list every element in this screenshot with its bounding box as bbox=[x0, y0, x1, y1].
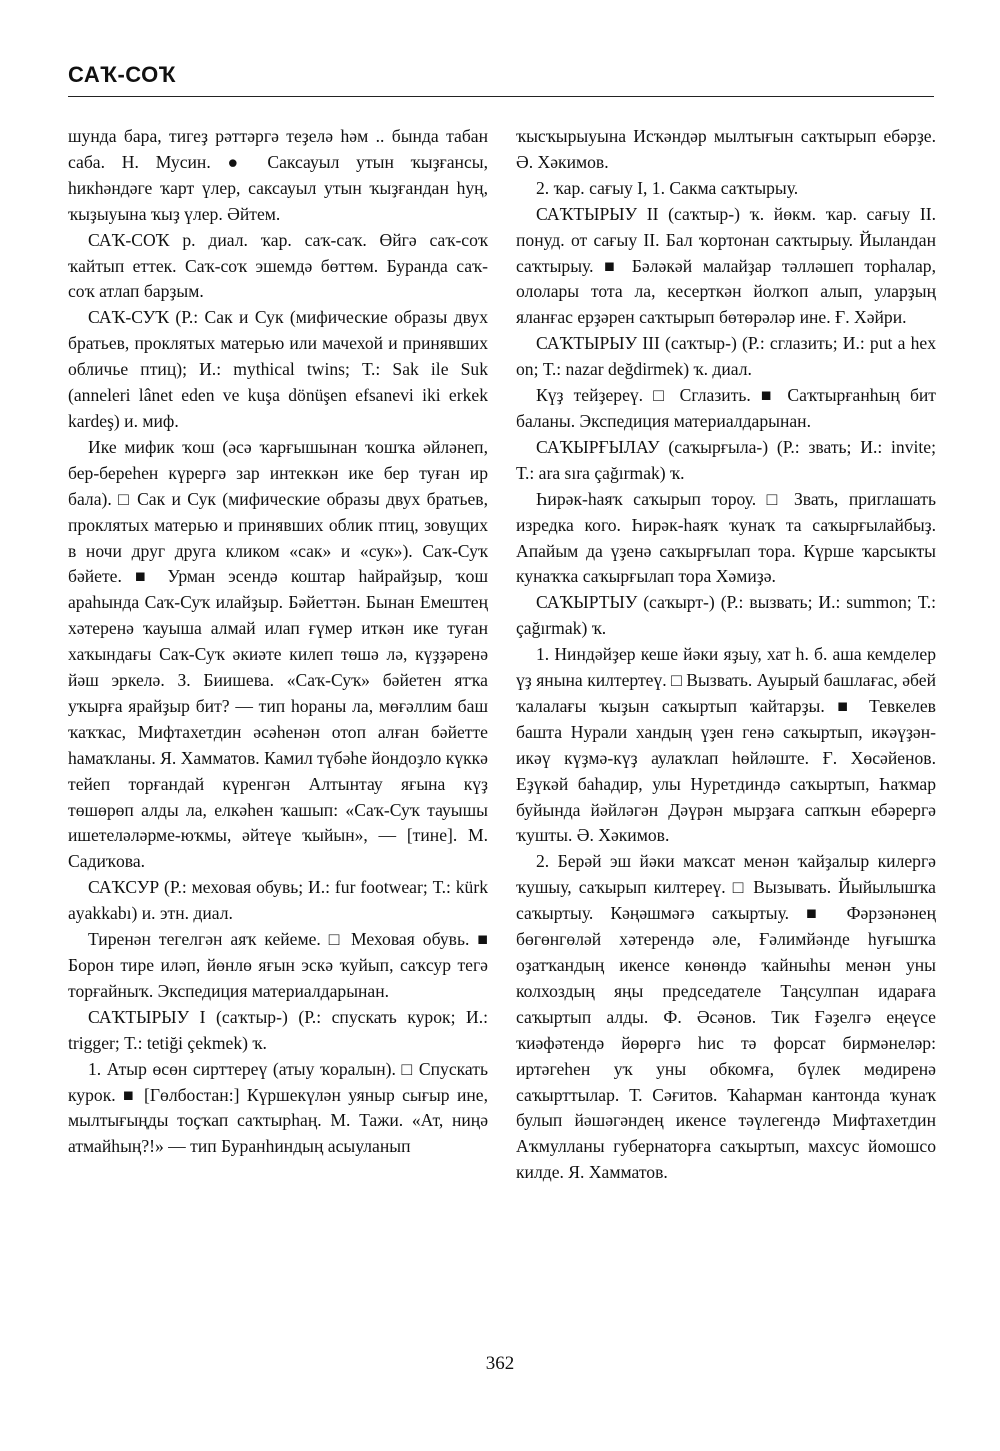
paragraph: 1. Атыр өсөн сирттереү (атыу ҡоралын). □ Спускать курок. ■ [Гөлбостан:] Күршекүлән уяныр сығыр ине, мылтығыңды тоҫҡап саҡтырһаң. М. Тажи. «Ат, ниңә атмайһың?!» — тип Буранһиндың асыуланып bbox=[68, 1058, 488, 1157]
paragraph: САҠЫРҒЫЛАУ (саҡырғыла-) (Р.: звать; И.: invite; Т.: ara sıra çağırmak) ҡ. bbox=[516, 436, 936, 483]
paragraph: 1. Ниндәйҙер кеше йәки яҙыу, хат һ. б. аша кемделер үҙ янына килтертеү. □ Вызвать. Ауырый башлағас, әбей ҡалалағы ҡыҙын саҡыртып ҡайтарҙы. ■ Тевкелев башта Нурали хандың үҙен генә саҡыртып, икәүҙән-икәү күҙмә-күҙ аулаҡлап һөйләште. Ғ. Хөсәйенов. Еҙүкәй баһадир, улы Нуретдиндә саҡыртып, Һаҡмар буйында йәйләгән Дәүрән мырҙаға сапҡын ебәрергә ҡушты. Ә. Хәкимов. bbox=[516, 644, 936, 846]
paragraph: Һирәк-һаяҡ саҡырып тороу. □ Звать, приглашать изредка кого. Һирәк-һаяҡ ҡунаҡ та саҡырғылайбыҙ. Апайым да үҙенә саҡырғылап тора. Күрше ҡарсыкты кунаҡҡа саҡырғылап тора Хәмиҙә. bbox=[516, 488, 936, 587]
paragraph: 2. ҡар. сағыу I, 1. Сакма саҡтырыу. bbox=[536, 177, 799, 198]
header-rule bbox=[68, 96, 934, 97]
running-head: САҠ-СОҠ bbox=[68, 62, 176, 87]
paragraph: ҡысҡырыуына Исҡәндәр мылтығын саҡтырып ебәрҙе. Ә. Хәкимов. bbox=[516, 126, 936, 172]
paragraph: САҠ-СУҠ (Р.: Сак и Сук (мифические образы двух братьев, проклятых матерью или мачехой и принявших обличье птиц); И.: mythical twins; Т.: Sak ile Suk (anneleri lânet eden ve kuşa dönüşen efsanevi iki erkek kardeş) и. миф. bbox=[68, 307, 488, 431]
page-number: 362 bbox=[485, 1353, 515, 1374]
paragraph: САҠСУР (Р.: меховая обувь; И.: fur footwear; Т.: kürk ayakkabı) и. этн. диал. bbox=[68, 877, 488, 924]
page-header bbox=[68, 62, 934, 88]
paragraph: САҠТЫРЫУ II (саҡтыр-) ҡ. йөкм. ҡар. сағыу II. понуд. от сағыу II. Бал ҡортонан саҡтырыу. Йыландан саҡтырыу. ■ Бәләкәй малайҙар тәлләшеп торһалар, ололары тота ла, кесерткән йолҡоп алып, уларҙың яланғас ерҙәрен саҡтырып бөтөрәләр ине. Ғ. Хәйри. bbox=[516, 203, 936, 328]
paragraph: САҠТЫРЫУ I (саҡтыр-) (Р.: спускать курок; И.: trigger; Т.: tetiği çekmek) ҡ. bbox=[68, 1006, 488, 1053]
paragraph: САҠЫРТЫУ (саҡырт-) (Р.: вызвать; И.: summon; Т.: çağırmak) ҡ. bbox=[516, 592, 936, 639]
paragraph: шунда бара, тигеҙ рәттәргә теҙелә һәм .. бында табан саба. Н. Мусин. ● Саксауыл утын ҡыҙғансы, һикһәндәге ҡарт үлер, саксауыл утын ҡыҙғандан һуң, ҡыҙыуына ҡыҙ үлер. Әйтем. bbox=[68, 126, 488, 224]
right-column bbox=[516, 124, 936, 1186]
left-column bbox=[68, 124, 488, 1160]
paragraph: Ике мифик ҡош (әсә ҡарғышынан ҡошҡа әйләнеп, бер-береһен күрергә зар интеккән ике бер туған ир бала). □ Сак и Сук (мифические образы двух братьев, проклятых матерью и принявших облик птиц, зовущих в ночи друг друга кликом «сак» и «сук»). Саҡ-Суҡ бәйете. ■ Урман эсендә коштар һайрайҙыр, ҡош араһында Саҡ-Суҡ илайҙыр. Бәйеттән. Бынан Емештең хәтеренә ҡауыша алмай илап ғүмер иткән ике туған хаҡындағы Саҡ-Суҡ әкиәте килеп төшә лә, күҙҙәренә йәш эркелә. З. Биишева. «Саҡ-Суҡ» бәйетен ятҡа уҡырға ярайҙыр бит? — тип һораны ла, мөғәллим баш ҡаҡҡас, Мифтахетдин әсәһенән отоп алған бәйетте һамаҡланы. Я. Хамматов. Камил түбәһе йондоҙло күккә тейеп торғандай күренгән Алтынтау яғына күҙ төшөрөп алды ла, елкәһен ҡашып: «Саҡ-Суҡ тауышы ишетеләләрме-юҡмы, әйтеүе ҡыйын», — [тине]. М. Садиҡова. bbox=[68, 436, 488, 872]
paragraph: Күҙ тейҙереү. □ Сглазить. ■ Саҡтырғанһың бит баланы. Экспедиция материалдарынан. bbox=[516, 385, 936, 431]
paragraph: САҠ-СОҠ р. диал. ҡар. саҡ-саҡ. Өйгә саҡ-соҡ ҡайтып еттек. Саҡ-соҡ эшемдә бөттөм. Буранда саҡ-соҡ атлап барҙым. bbox=[68, 229, 488, 302]
paragraph: Тиренән тегелгән аяҡ кейеме. □ Меховая обувь. ■ Борон тире иләп, йөнлө яғын эскә ҡуйып, саҡсур тегә торғайныҡ. Экспедиция материалдарынан. bbox=[68, 929, 488, 1001]
paragraph: 2. Берәй эш йәки маҡсат менән ҡайҙалыр килергә ҡушыу, саҡырып килтереү. □ Вызывать. Йыйылышҡа саҡыртыу. Кәңәшмәгә саҡыртыу. ■ Фәрзәнәнең бөгөнгөләй хәтерендә әле, Ғәлимйәнде һуғышҡа оҙатҡандың икенсе көнөндә ҡайныһы менән уны колхоздың яңы председателе Таңсулпан идараға саҡыртып алды. Ф. Әсәнов. Тик Ғәҙелгә еңеүсе ҡиәфәтендә йөрөргә һис тә форсат бирмәнеләр: иртәгеһен уҡ уны обкомға, бүлек мөдиренә саҡырттылар. Т. Сәғитов. Ҡаһарман кантонда ҡунаҡ булып йәшәгәндең икенсе тәүлегендә Мифтахетдин Аҡмулланы губернаторға саҡыртып, махсус йомошсо килде. Я. Хамматов. bbox=[516, 851, 936, 1183]
paragraph: САҠТЫРЫУ III (саҡтыр-) (Р.: сглазить; И.: put a hex on; Т.: nazar değdirmek) ҡ. диал. bbox=[516, 333, 936, 380]
